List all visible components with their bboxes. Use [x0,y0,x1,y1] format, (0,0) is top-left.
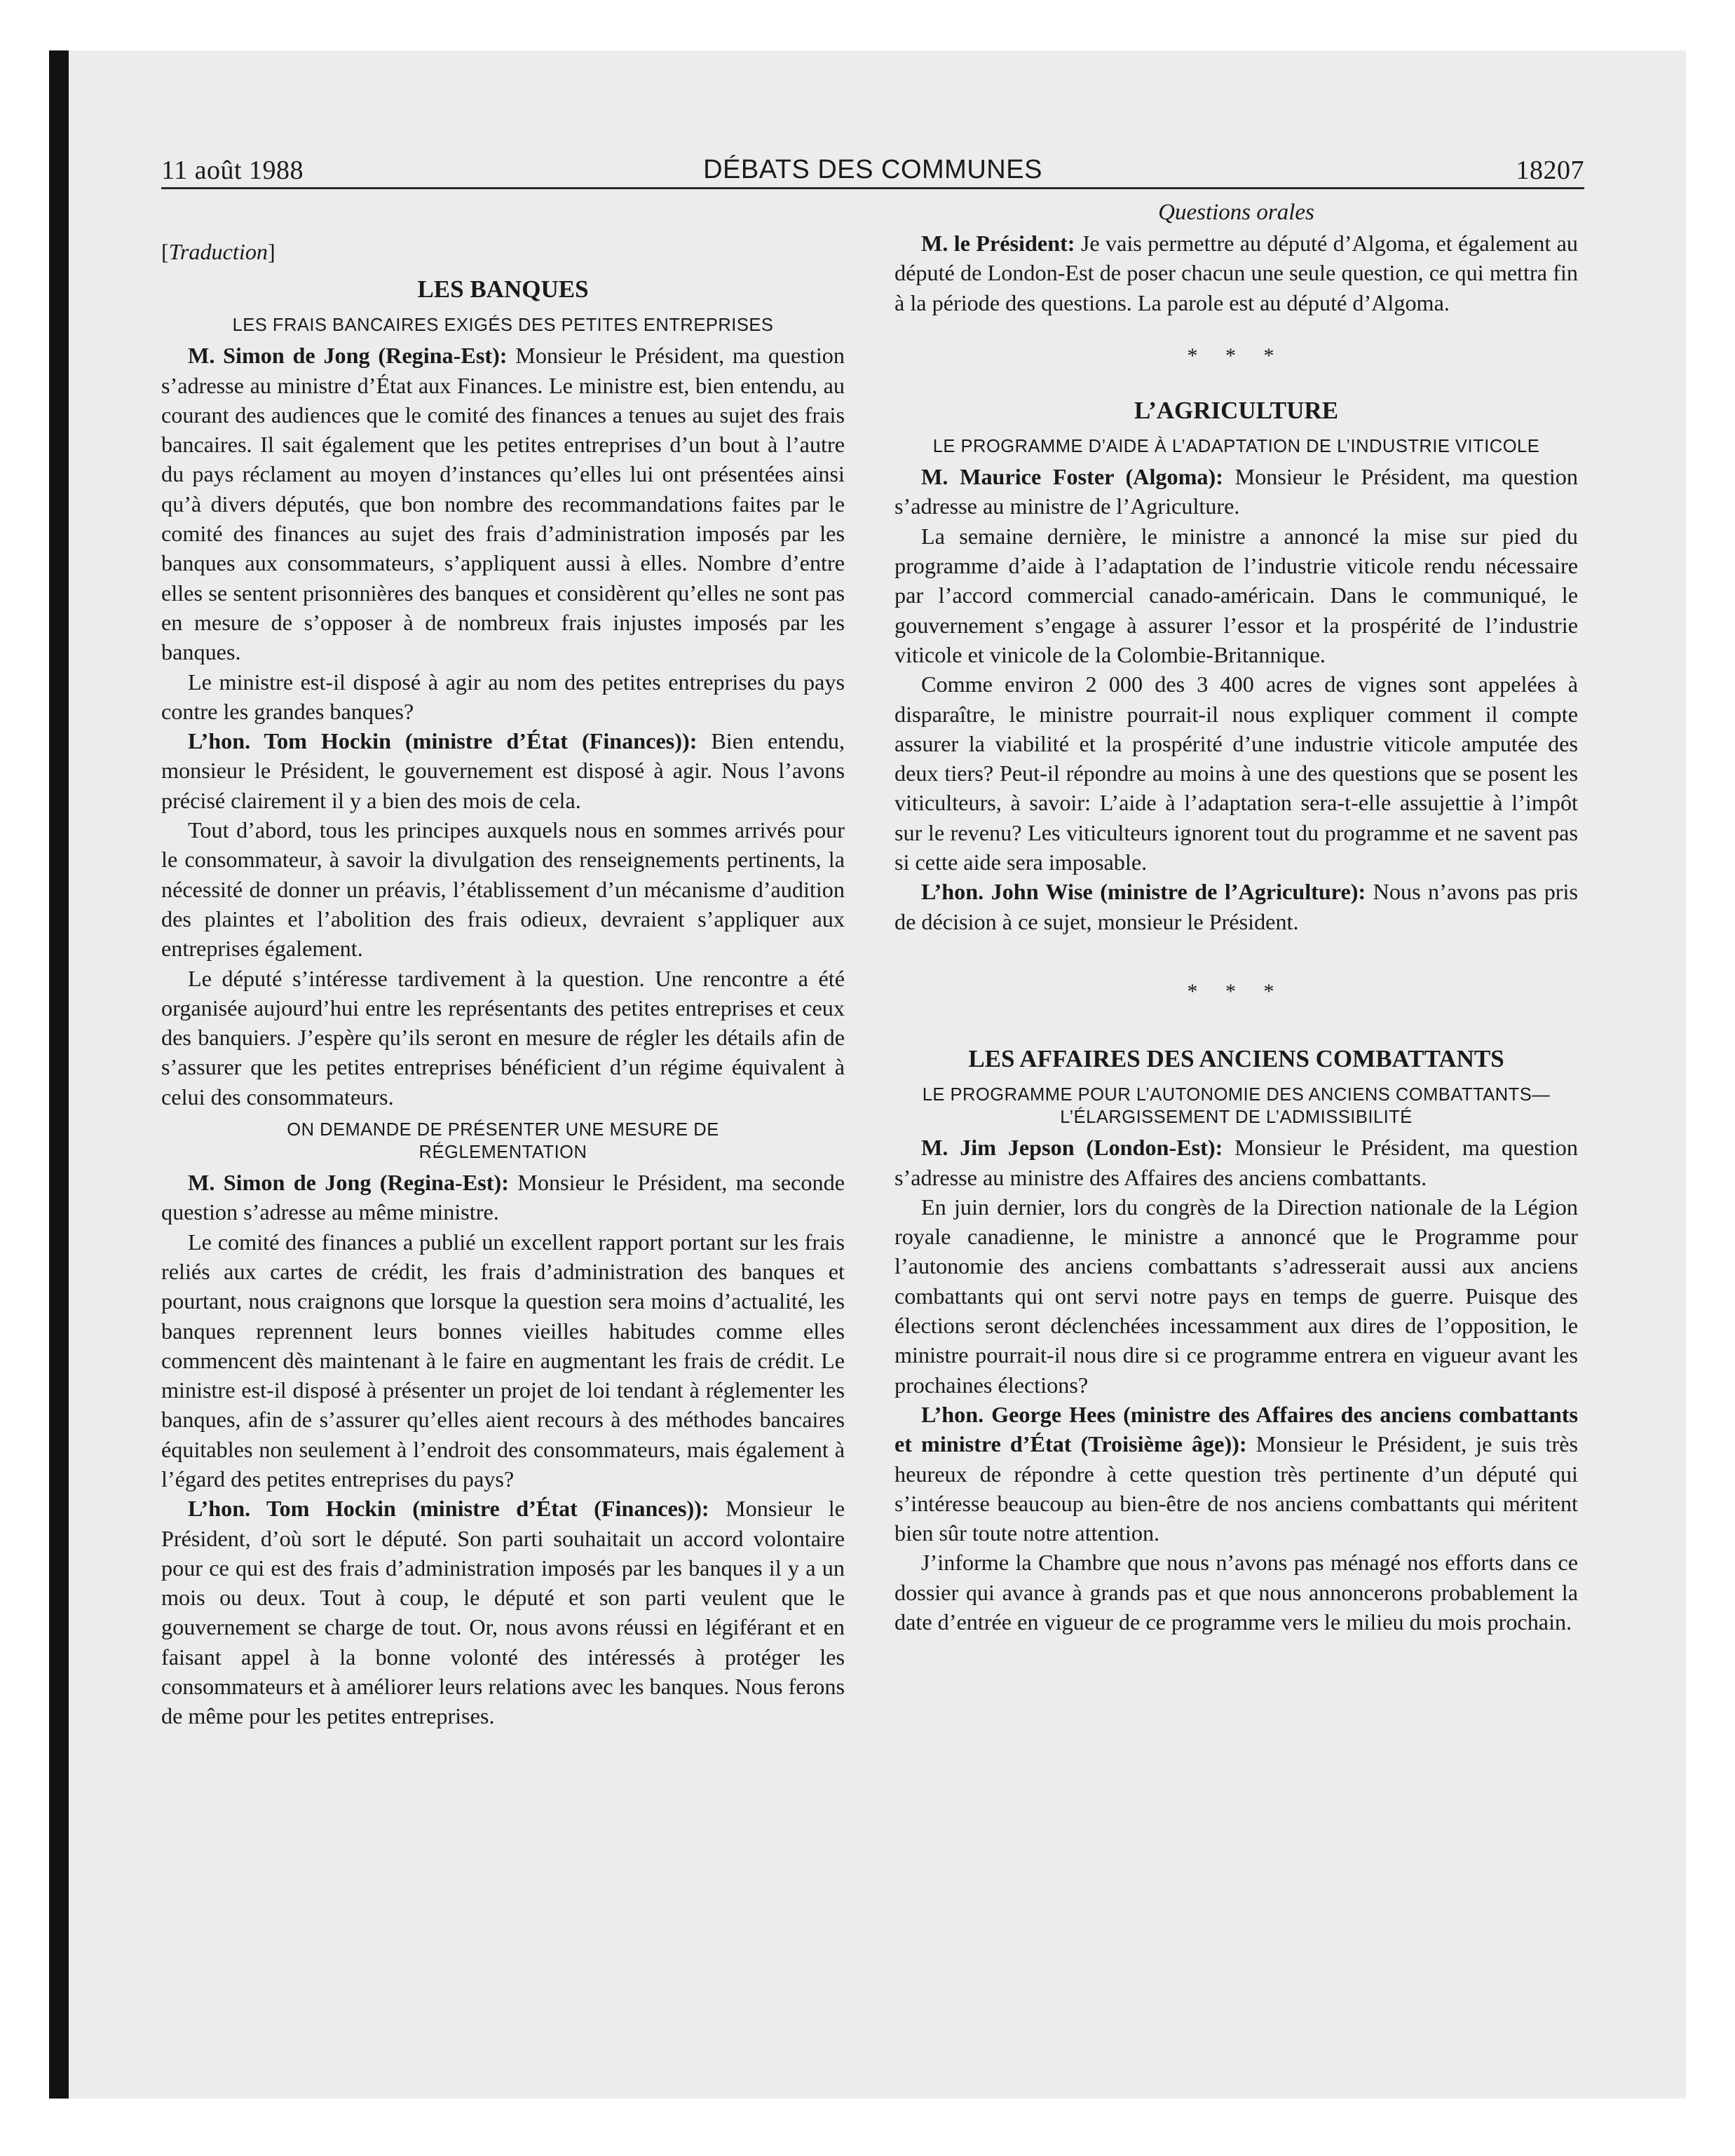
header-title: DÉBATS DES COMMUNES [703,155,1042,184]
speech-text: Monsieur le Président, d’où sort le député. Son parti souhaitait un accord volontaire pour ce qui est des frais d’administration imposés par les banques il y a un mois ou deux. Tout à coup, le député et son parti veulent que le gouvernement se charge de tout. Or, nous avons réussi en légiférant et en faisant appel à la bonne volonté des intéressés à protéger les consommateurs et à améliorer leurs relations avec les banques. Nous ferons de même pour les petites entreprises. [161,1496,845,1729]
speech-text: Monsieur le Président, je suis très heureux de répondre à cette question très pertinente d’un député qui s’intéresse beaucoup au bien-être de nos anciens combattants qui méritent bien sûr toute notre attention. [894,1431,1579,1546]
speech-paragraph [161,1168,845,1227]
body-paragraph: Le député s’intéresse tardivement à la question. Une rencontre a été organisée aujourd’hui entre les représentants des petites entreprises et ceux des banquiers. J’espère qu’ils seront en mesure de régler les détails afin de s’assurer que les petites entreprises bénéficient d’un régime équivalent à celui des consommateurs. [161,965,845,1110]
speaker-name: M. Simon de Jong (Regina-Est): [188,343,508,369]
speaker-name: M. Simon de Jong (Regina-Est): [188,1170,509,1196]
rubric-questions-orales: Questions orales [1158,200,1314,225]
subheading-autonomie: LE PROGRAMME POUR L’AUTONOMIE DES ANCIENS COMBATTANTS—L’ÉLARGISSEMENT DE L’ADMISSIBILITÉ [922,1085,1551,1128]
body-paragraph: J’informe la Chambre que nous n’avons pas ménagé nos efforts dans ce dossier qui avance à grands pas et que nous annoncerons probablement la date d’entrée en vigueur de ce programme vers le milieu du mois prochain. [894,1550,1578,1635]
right-column [894,196,1578,1637]
header-date: 11 août 1988 [161,156,304,185]
speech-paragraph [894,877,1578,936]
speaker-name: M. Jim Jepson (London-Est): [921,1135,1223,1161]
speaker-name: L’hon. John Wise (ministre de l’Agriculture): [921,879,1366,905]
speech-text: Monsieur le Président, ma question s’adresse au ministre d’État aux Finances. Le ministre est, bien entendu, au courant des audiences que le comité des finances a tenues au sujet des frais bancaires. Il sait également que les petites entreprises d’un bout à l’autre du pays réclament au moyen d’instances qu’elles lui ont présentées ainsi qu’à divers députés, que bon nombre des recommandations faites par le comité des finances au sujet des frais d’administration imposés par les banques aux consommateurs, s’appliquent aussi à elles. Nombre d’entre elles se sentent prisonnières des banques et considèrent qu’elles ne sont pas en mesure de s’opposer à de nombreux frais injustes imposés par les banques. [161,343,845,665]
speech-paragraph [161,726,845,815]
body-paragraph: Le comité des finances a publié un excellent rapport portant sur les frais reliés aux cartes de crédit, les frais d’administration des banques et pourtant, nous craignons que lorsque la question sera moins d’actualité, les banques reprennent leurs bonnes vieilles habitudes comme elles commencent dès maintenant à le faire en augmentant les frais de crédit. Le ministre est-il disposé à présenter un projet de loi tendant à réglementer les banques, afin de s’assurer qu’elles aient recours à des méthodes bancaires équitables non seulement à l’endroit des consommateurs, mais également à l’égard des petites entreprises du pays? [161,1229,845,1492]
left-column [161,196,845,1731]
speaker-name: M. le Président: [921,231,1075,256]
subheading-viticole: LE PROGRAMME D’AIDE À L’ADAPTATION DE L’INDUSTRIE VITICOLE [932,437,1540,457]
speech-text: Je vais permettre au député d’Algoma, et également au député de London-Est de poser chacun une seule question, ce qui mettra fin à la période des questions. La parole est au député d’Algoma. [894,231,1578,315]
subheading-mesure: ON DEMANDE DE PRÉSENTER UNE MESURE DE RÉGLEMENTATION [287,1120,719,1163]
speaker-name: L’hon. Tom Hockin (ministre d’État (Finances)): [188,1496,709,1522]
binding-edge [49,50,69,2099]
speaker-name: M. Maurice Foster (Algoma): [921,464,1223,490]
speech-text: Bien entendu, monsieur le Président, le gouvernement est disposé à agir. Nous l’avons précisé clairement il y a bien des mois de cela. [161,728,845,813]
section-heading-banques: LES BANQUES [417,275,589,303]
speech-paragraph [161,341,845,667]
body-paragraph: En juin dernier, lors du congrès de la Direction nationale de la Légion royale canadienne, le ministre a annoncé que le Programme pour l’autonomie des anciens combattants s’adresserait aussi aux anciens combattants qui ont servi notre pays en temps de guerre. Puisque des élections seront déclenchées incessamment aux dires de l’opposition, le ministre pourrait-il nous dire si ce programme entrera en vigueur avant les prochaines élections? [894,1194,1578,1398]
translation-note: [Traduction] [161,239,275,264]
speech-text: Monsieur le Président, ma question s’adresse au ministre des Affaires des anciens combattants. [894,1135,1578,1190]
body-paragraph: Tout d’abord, tous les principes auxquels nous en sommes arrivés pour le consommateur, à savoir la divulgation des renseignements pertinents, la nécessité de donner un préavis, l’établissement d’un mécanisme d’audition des plaintes et l’abolition des frais odieux, devraient s’appliquer aux entreprises également. [161,817,845,962]
speech-paragraph [894,1133,1578,1192]
page-header [161,151,1584,189]
speaker-name: L’hon. George Hees (ministre des Affaires des anciens combattants et ministre d’État (Troisième âge)): [894,1401,1578,1457]
section-heading-anciens-combattants: LES AFFAIRES DES ANCIENS COMBATTANTS [968,1045,1504,1073]
speech-paragraph [894,1400,1578,1548]
section-heading-agriculture: L’AGRICULTURE [1134,397,1339,425]
translation-label: Traduction [168,239,268,264]
section-separator: * * * [1187,979,1286,1003]
speech-text: Monsieur le Président, ma seconde question s’adresse au même ministre. [161,1170,845,1225]
speech-paragraph [894,228,1578,318]
speaker-name: L’hon. Tom Hockin (ministre d’État (Finances)): [188,728,698,754]
section-separator: * * * [1187,343,1286,367]
speech-paragraph [161,1494,845,1731]
body-paragraph: La semaine dernière, le ministre a annoncé la mise sur pied du programme d’aide à l’adaptation de l’industrie viticole rendu nécessaire par l’accord commercial canado-américain. Dans le communiqué, le gouvernement s’engage à assurer l’essor et la prospérité de l’industrie viticole et vinicole de la Colombie-Britannique. [894,523,1578,667]
speech-text: Nous n’avons pas pris de décision à ce sujet, monsieur le Président. [894,879,1578,934]
body-paragraph: Comme environ 2 000 des 3 400 acres de vignes sont appelées à disparaître, le ministre pourrait-il nous expliquer comment il compte assurer la viabilité et la prospérité d’une industrie viticole amputée des deux tiers? Peut-il répondre au moins à une des questions que se posent les viticulteurs, à savoir: L’aide à l’adaptation sera-t-elle assujettie à l’impôt sur le revenu? Les viticulteurs ignorent tout du programme et ne savent pas si cette aide sera imposable. [894,671,1578,875]
speech-text: Monsieur le Président, ma question s’adresse au ministre de l’Agriculture. [894,464,1578,519]
header-page-number: 18207 [1516,156,1584,185]
subheading-frais: LES FRAIS BANCAIRES EXIGÉS DES PETITES ENTREPRISES [232,315,774,336]
body-paragraph: Le ministre est-il disposé à agir au nom des petites entreprises du pays contre les grandes banques? [161,669,845,724]
speech-paragraph [894,462,1578,521]
